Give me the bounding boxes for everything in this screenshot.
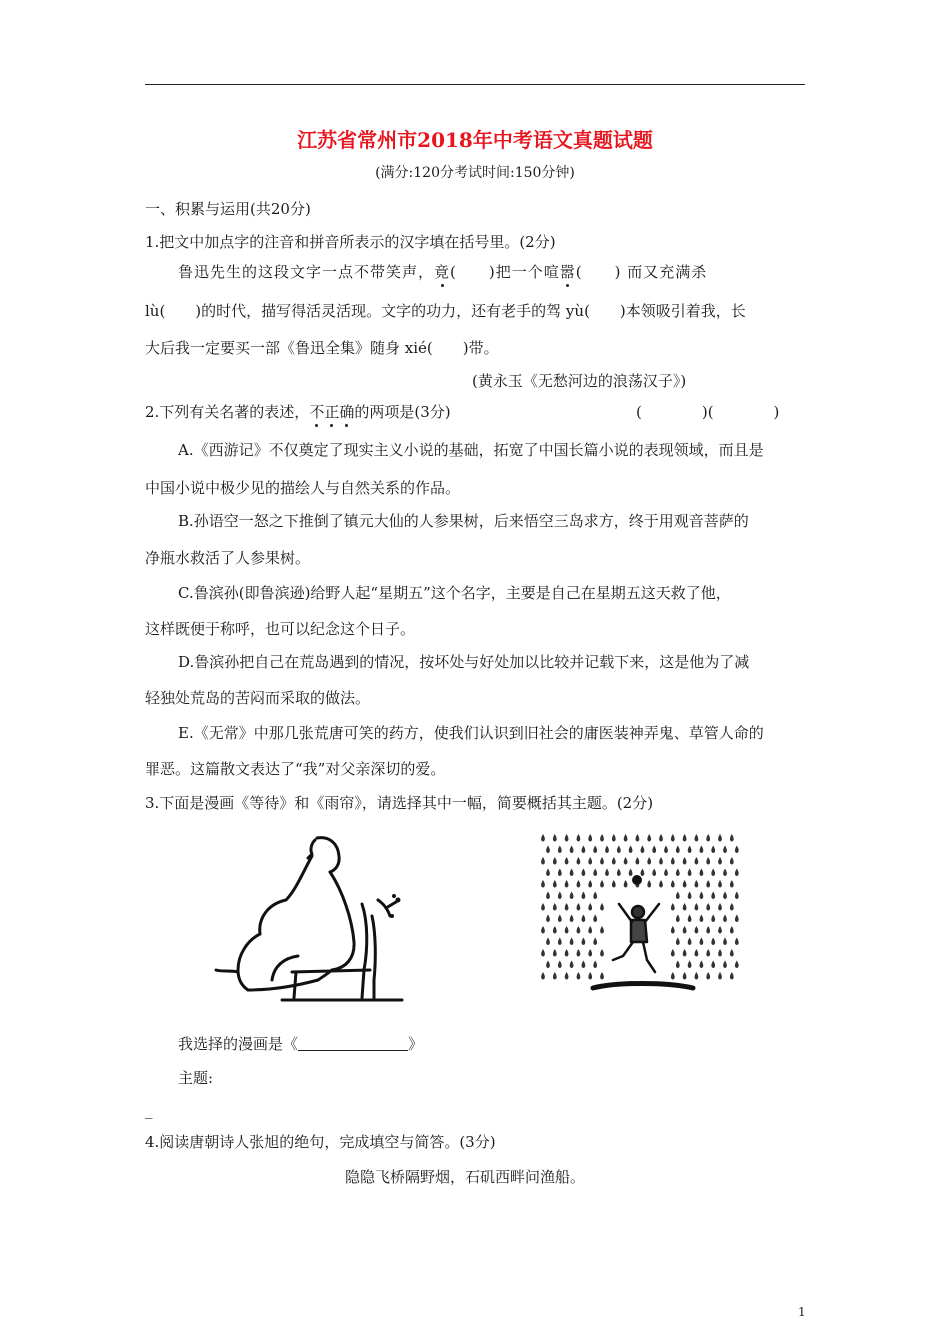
raindrop [730,903,734,911]
q4-prompt: 4.阅读唐朝诗人张旭的绝句，完成填空与简答。(3分) [145,1133,496,1151]
dotted-char: 嚣 [559,263,576,281]
raindrop [676,892,680,900]
raindrop [553,903,557,911]
q2-option-d: D.鲁滨孙把自己在荒岛遇到的情况，按坏处与好处加以比较并记载下来，这是他为了减 [178,653,750,671]
raindrop [735,915,739,923]
raindrop [558,938,562,946]
q2-prompt [145,402,451,422]
raindrop [553,972,557,980]
raindrop [588,903,592,911]
raindrop [735,938,739,946]
raindrop [718,903,722,911]
raindrop [600,834,604,842]
raindrop [593,961,597,969]
raindrop [723,869,727,877]
raindrop [582,846,586,854]
raindrop [600,972,604,980]
raindrop [671,926,675,934]
raindrop [570,938,574,946]
raindrop [558,869,562,877]
raindrop [565,857,569,865]
q1-prompt: 1.把文中加点字的注音和拼音所表示的汉字填在括号里。(2分) [145,233,556,251]
raindrop [541,972,545,980]
raindrop [676,869,680,877]
raindrop [730,972,734,980]
cartoon-waiting [212,830,412,1005]
q2-option-b-cont: 净瓶水救活了人参果树。 [145,549,311,567]
raindrop [553,926,557,934]
q2-prompt-a: 2.下列有关名著的表述， [145,403,310,421]
raindrop [546,869,550,877]
raindrop [577,834,581,842]
dotted-char: 确 [339,403,355,421]
raindrop [629,869,633,877]
raindrop [629,846,633,854]
raindrop [659,880,663,888]
raindrop [711,961,715,969]
raindrop [582,869,586,877]
raindrop [605,869,609,877]
page-title: 江苏省常州市2018年中考语文真题试题 [297,128,653,152]
raindrop [695,857,699,865]
raindrop [546,915,550,923]
raindrop [624,857,628,865]
raindrop [541,880,545,888]
q2-option-d-cont: 轻独处荒岛的苦闷而采取的做法。 [145,689,371,707]
q4-poem-line1: 隐隐飞桥隔野烟，石矶西畔问渔船。 [345,1168,586,1186]
raindrop [688,846,692,854]
raindrop [612,834,616,842]
raindrop [641,846,645,854]
raindrop [683,880,687,888]
raindrop [600,857,604,865]
raindrop [546,938,550,946]
raindrop [582,892,586,900]
raindrop [541,949,545,957]
raindrop [558,892,562,900]
raindrop [718,926,722,934]
dotted-char: 正 [324,403,340,421]
dotted-char: 竟 [434,263,451,281]
q1-text-c: ( ) 而又充满杀 [575,263,708,281]
raindrop [664,846,668,854]
raindrop [695,903,699,911]
raindrop [541,903,545,911]
raindrop [700,938,704,946]
raindrop [700,869,704,877]
page-number: 1 [798,1305,806,1319]
raindrop [706,834,710,842]
raindrop [706,880,710,888]
q2-option-b: B.孙语空一怒之下推倒了镇元大仙的人参果树，后来悟空三岛求方，终于用观音菩萨的 [178,512,749,530]
raindrop [641,869,645,877]
raindrop [695,834,699,842]
raindrop [558,961,562,969]
raindrop [647,857,651,865]
raindrop [570,961,574,969]
raindrop [636,834,640,842]
raindrop [711,938,715,946]
raindrop [730,949,734,957]
raindrop [565,972,569,980]
header-rule [145,84,805,85]
q2-option-c-cont: 这样既便于称呼，也可以纪念这个日子。 [145,620,416,638]
raindrop [723,961,727,969]
raindrop [735,961,739,969]
raindrop [683,949,687,957]
raindrop [588,857,592,865]
raindrop [553,949,557,957]
raindrop [676,938,680,946]
jumping-child [613,904,659,972]
q3-choice-blank[interactable] [298,1034,408,1051]
raindrop [593,915,597,923]
q2-option-a: A.《西游记》不仅奠定了现实主义小说的基础，拓宽了中国长篇小说的表现领域，而且是 [178,441,764,459]
raindrop [718,857,722,865]
raindrop [683,926,687,934]
raindrop [546,846,550,854]
raindrop [735,892,739,900]
raindrop [582,961,586,969]
raindrop [718,880,722,888]
q1-text-a: 鲁迅先生的这段文字一点不带笑声， [178,263,435,281]
raindrop [711,892,715,900]
raindrop [593,892,597,900]
raindrop [612,880,616,888]
dotted-char: 不 [309,403,325,421]
raindrop [624,834,628,842]
raindrop [565,903,569,911]
raindrop [652,869,656,877]
raindrop [683,857,687,865]
raindrop [577,903,581,911]
raindrop [558,915,562,923]
raindrop [735,869,739,877]
raindrop [664,869,668,877]
raindrop [652,846,656,854]
raindrop [718,834,722,842]
raindrop [600,926,604,934]
raindrop [588,880,592,888]
raindrop [730,834,734,842]
raindrop [718,949,722,957]
raindrop [593,846,597,854]
raindrop [676,915,680,923]
raindrop [706,857,710,865]
raindrop [671,903,675,911]
raindrop [577,880,581,888]
raindrop [570,869,574,877]
raindrop [676,961,680,969]
raindrop [546,961,550,969]
raindrop [617,869,621,877]
q1-passage-line2: lù( )的时代，描写得活灵活现。文字的功力，还有老手的驾 yù( )本领吸引着我，长 [145,302,746,320]
raindrop [565,949,569,957]
q3-answer-line[interactable]: _ [145,1101,153,1119]
raindrop [718,972,722,980]
raindrop [711,915,715,923]
raindrop [723,938,727,946]
raindrop [570,846,574,854]
ground-line [593,984,693,989]
raindrop [570,892,574,900]
raindrop [553,834,557,842]
raindrop [671,857,675,865]
raindrop [612,857,616,865]
raindrop [683,834,687,842]
raindrop [558,846,562,854]
raindrop [706,903,710,911]
raindrop [671,834,675,842]
cartoon-rain-curtain [537,832,741,998]
raindrop [695,972,699,980]
raindrop [730,926,734,934]
q2-option-a-cont: 中国小说中极少见的描绘人与自然关系的作品。 [145,479,461,497]
raindrop [600,949,604,957]
raindrop [659,834,663,842]
raindrop [688,869,692,877]
raindrop [695,880,699,888]
raindrop [671,972,675,980]
raindrop [671,880,675,888]
raindrop [647,880,651,888]
raindrop [730,880,734,888]
q3-choice-line [178,1034,423,1054]
raindrop [706,949,710,957]
raindrop [683,903,687,911]
raindrop [624,880,628,888]
raindrop [565,880,569,888]
raindrop [553,880,557,888]
raindrop [688,915,692,923]
raindrop [570,915,574,923]
raindrop [711,869,715,877]
section-heading: 一、积累与运用(共20分) [145,200,311,218]
raindrop [617,846,621,854]
raindrop [600,880,604,888]
raindrop [735,846,739,854]
raindrop [671,949,675,957]
raindrop [711,846,715,854]
raindrop [636,857,640,865]
raindrop [577,857,581,865]
raindrop [582,938,586,946]
raindrop [706,972,710,980]
raindrop [605,846,609,854]
q1-text-b: ( )把一个喧 [450,263,560,281]
q1-passage-line3: 大后我一定要买一部《鲁迅全集》随身 xié( )带。 [145,339,499,357]
raindrop [588,972,592,980]
raindrop [593,869,597,877]
raindrop [588,926,592,934]
raindrop [659,857,663,865]
q2-option-c: C.鲁滨孙(即鲁滨逊)给野人起“星期五”这个名字，主要是自己在星期五这天救了他， [178,584,731,602]
raindrop [600,903,604,911]
raindrop [582,915,586,923]
raindrop [730,857,734,865]
raindrop [723,846,727,854]
q3-prompt: 3.下面是漫画《等待》和《雨帘》，请选择其中一幅，简要概括其主题。(2分) [145,794,654,812]
raindrop [588,834,592,842]
raindrop [700,892,704,900]
q2-option-e-cont: 罪恶。这篇散文表达了“我”对父亲深切的爱。 [145,760,446,778]
raindrop [700,961,704,969]
raindrop [577,949,581,957]
raindrop [700,846,704,854]
raindrop [565,834,569,842]
raindrop [593,938,597,946]
raindrop [541,926,545,934]
raindrop [700,915,704,923]
raindrop [688,892,692,900]
q2-answer-slots: ( )( ) [636,403,780,421]
q2-option-e: E.《无常》中那几张荒唐可笑的药方，使我们认识到旧社会的庸医装神弄鬼、草管人命的 [178,724,764,742]
ball-icon [632,875,642,885]
raindrop [577,972,581,980]
raindrop [723,892,727,900]
q3-choice-close: 》 [408,1035,424,1053]
raindrop [695,949,699,957]
raindrop [541,857,545,865]
q3-theme-label: 主题: [178,1069,214,1087]
raindrop [565,926,569,934]
q1-source: (黄永玉《无愁河边的浪荡汉子》) [472,372,687,390]
raindrop [577,926,581,934]
raindrop [546,892,550,900]
raindrop [723,915,727,923]
raindrop [647,834,651,842]
raindrop [695,926,699,934]
q3-choice-label: 我选择的漫画是《 [178,1035,299,1053]
raindrop [706,926,710,934]
raindrop [541,834,545,842]
raindrop [553,857,557,865]
raindrop [688,961,692,969]
q2-prompt-b: 的两项是(3分) [354,403,451,421]
raindrop [683,972,687,980]
raindrop [688,938,692,946]
exam-info: (满分:120分考试时间:150分钟) [375,165,575,181]
q1-passage-line1 [178,262,707,282]
raindrop [588,949,592,957]
raindrop [676,846,680,854]
